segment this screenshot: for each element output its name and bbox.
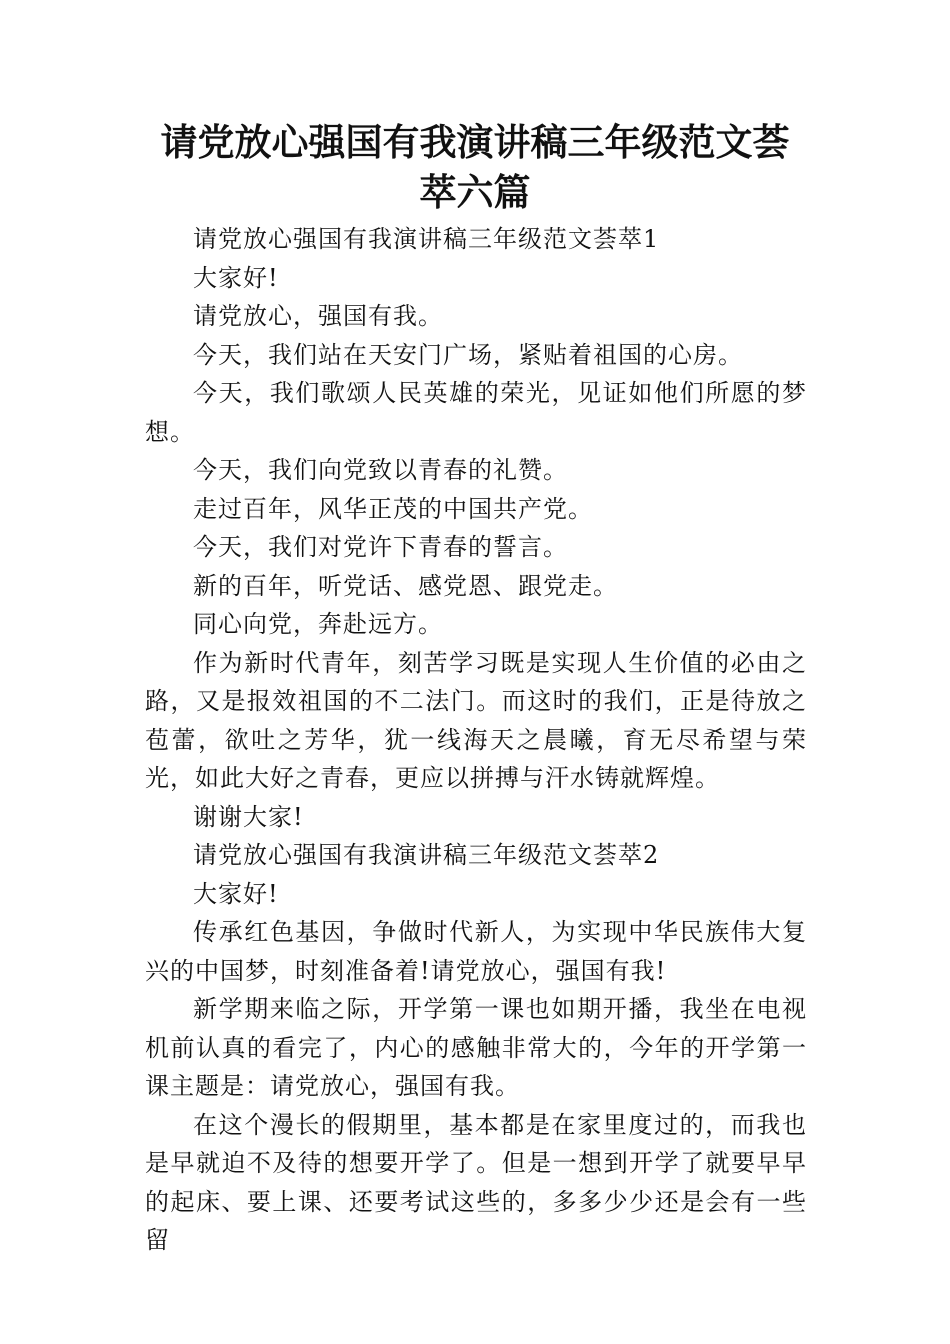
paragraph: 请党放心强国有我演讲稿三年级范文荟萃2	[193, 841, 660, 869]
paragraph: 作为新时代青年，刻苦学习既是实现人生价值的必由之路，又是报效祖国的不二法门。而这时的我们，正是待放之苞蕾，欲吐之芳华，犹一线海天之晨曦，育无尽希望与荣光，如此大好之青春，更应以拼搏与汗水铸就辉煌。	[145, 648, 807, 792]
paragraph: 今天，我们歌颂人民英雄的荣光，见证如他们所愿的梦想。	[145, 379, 807, 446]
paragraph: 在这个漫长的假期里，基本都是在家里度过的，而我也是早就迫不及待的想要开学了。但是一想到开学了就要早早的起床、要上课、还要考试这些的，多多少少还是会有一些留	[145, 1110, 807, 1254]
paragraph: 大家好!	[193, 263, 279, 292]
paragraph: 传承红色基因，争做时代新人，为实现中华民族伟大复兴的中国梦，时刻准备着!请党放心，强国有我!	[145, 918, 807, 985]
document-title: 请党放心强国有我演讲稿三年级范文荟萃六篇	[160, 121, 790, 214]
paragraph: 请党放心强国有我演讲稿三年级范文荟萃1	[193, 225, 660, 253]
paragraph: 今天，我们对党许下青春的誓言。	[193, 533, 568, 561]
document-body	[145, 220, 807, 1260]
paragraph: 今天，我们向党致以青春的礼赞。	[193, 456, 568, 484]
paragraph: 同心向党，奔赴远方。	[193, 610, 443, 638]
paragraph: 谢谢大家!	[193, 802, 304, 831]
paragraph: 请党放心，强国有我。	[193, 302, 443, 330]
paragraph: 大家好!	[193, 879, 279, 908]
paragraph: 新的百年，听党话、感党恩、跟党走。	[193, 571, 618, 600]
paragraph: 今天，我们站在天安门广场，紧贴着祖国的心房。	[193, 340, 743, 369]
paragraph: 新学期来临之际，开学第一课也如期开播，我坐在电视机前认真的看完了，内心的感触非常大的，今年的开学第一课主题是：请党放心，强国有我。	[145, 995, 807, 1100]
paragraph: 走过百年，风华正茂的中国共产党。	[193, 494, 593, 523]
